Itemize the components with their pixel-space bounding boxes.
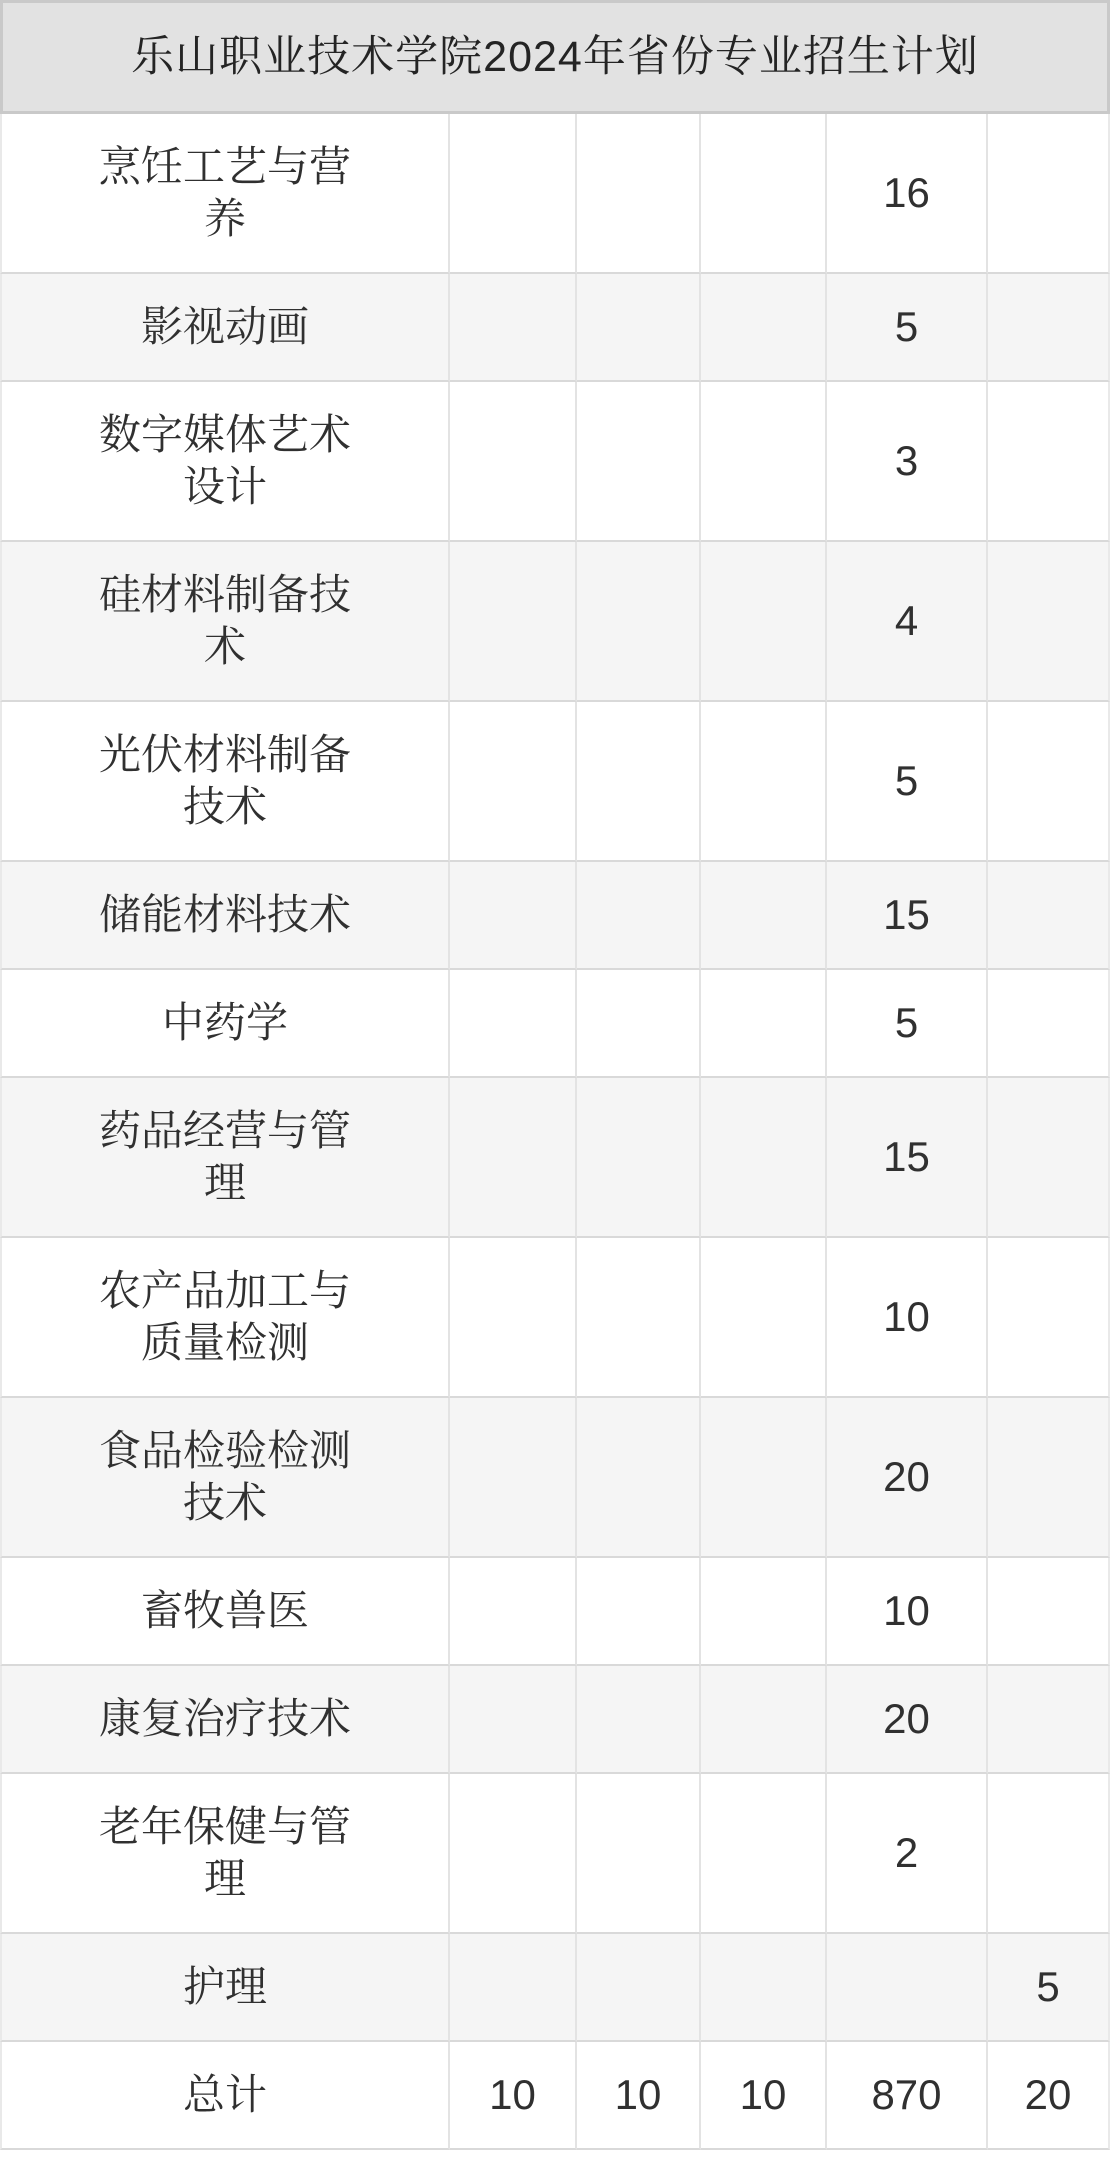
program-name-cell: 农产品加工与质量检测 (0, 1238, 450, 1398)
plan-count-cell: 870 (827, 2042, 988, 2150)
plan-count-cell: 16 (827, 114, 988, 274)
plan-count-cell (701, 382, 827, 542)
table-row (0, 1398, 1110, 1558)
plan-count-cell (701, 1398, 827, 1558)
plan-count-cell (577, 542, 701, 702)
program-name-cell: 数字媒体艺术设计 (0, 382, 450, 542)
plan-count-cell (577, 862, 701, 970)
plan-count-cell (577, 1238, 701, 1398)
program-name-cell: 护理 (0, 1934, 450, 2042)
plan-count-cell (450, 1666, 577, 1774)
plan-count-cell (988, 1398, 1110, 1558)
plan-count-cell: 2 (827, 1774, 988, 1934)
plan-count-cell (450, 1558, 577, 1666)
program-name-cell: 药品经营与管理 (0, 1078, 450, 1238)
plan-count-cell (450, 702, 577, 862)
plan-count-cell: 10 (827, 1558, 988, 1666)
table-row (0, 1774, 1110, 1934)
plan-count-cell (701, 1078, 827, 1238)
plan-count-cell (988, 1238, 1110, 1398)
plan-count-cell (577, 702, 701, 862)
table-row (0, 114, 1110, 274)
table-title: 乐山职业技术学院2024年省份专业招生计划 (0, 0, 1110, 114)
table-row (0, 542, 1110, 702)
plan-count-cell (988, 1666, 1110, 1774)
plan-count-cell (450, 382, 577, 542)
plan-count-cell (450, 542, 577, 702)
plan-count-cell (701, 1666, 827, 1774)
plan-count-cell: 5 (827, 702, 988, 862)
plan-count-cell: 20 (827, 1398, 988, 1558)
program-name-cell: 老年保健与管理 (0, 1774, 450, 1934)
program-name-cell: 畜牧兽医 (0, 1558, 450, 1666)
plan-count-cell: 15 (827, 862, 988, 970)
plan-count-cell (450, 970, 577, 1078)
plan-count-cell: 10 (450, 2042, 577, 2150)
plan-count-cell (988, 702, 1110, 862)
plan-count-cell (988, 114, 1110, 274)
program-name-cell: 储能材料技术 (0, 862, 450, 970)
plan-count-cell (577, 114, 701, 274)
program-name-cell: 烹饪工艺与营养 (0, 114, 450, 274)
plan-count-cell (577, 1558, 701, 1666)
plan-count-cell (701, 542, 827, 702)
plan-count-cell: 20 (827, 1666, 988, 1774)
table-row (0, 382, 1110, 542)
plan-count-cell (701, 114, 827, 274)
table-row (0, 274, 1110, 382)
plan-count-cell: 10 (577, 2042, 701, 2150)
plan-count-cell: 15 (827, 1078, 988, 1238)
plan-count-cell (701, 1558, 827, 1666)
program-name-cell: 康复治疗技术 (0, 1666, 450, 1774)
plan-count-cell (577, 1666, 701, 1774)
plan-count-cell (577, 1934, 701, 2042)
plan-count-cell (450, 862, 577, 970)
plan-count-cell (450, 1774, 577, 1934)
plan-count-cell (701, 1934, 827, 2042)
table-row (0, 862, 1110, 970)
plan-count-cell (450, 1078, 577, 1238)
title-row (0, 0, 1110, 114)
plan-count-cell (577, 382, 701, 542)
table-row (0, 970, 1110, 1078)
plan-count-cell (988, 862, 1110, 970)
plan-count-cell (701, 862, 827, 970)
plan-count-cell (577, 1078, 701, 1238)
program-name-cell: 中药学 (0, 970, 450, 1078)
table-header (0, 0, 1110, 114)
plan-count-cell (577, 1398, 701, 1558)
plan-count-cell (450, 1398, 577, 1558)
plan-count-cell (988, 970, 1110, 1078)
table-body (0, 114, 1110, 2150)
table-row (0, 1238, 1110, 1398)
plan-count-cell: 5 (988, 1934, 1110, 2042)
program-name-cell: 食品检验检测技术 (0, 1398, 450, 1558)
plan-count-cell (577, 274, 701, 382)
plan-count-cell (988, 1078, 1110, 1238)
plan-count-cell: 5 (827, 274, 988, 382)
plan-count-cell: 10 (701, 2042, 827, 2150)
table-row (0, 1666, 1110, 1774)
plan-count-cell: 20 (988, 2042, 1110, 2150)
plan-count-cell (701, 970, 827, 1078)
plan-count-cell: 5 (827, 970, 988, 1078)
plan-count-cell (988, 382, 1110, 542)
plan-count-cell (450, 274, 577, 382)
plan-count-cell: 3 (827, 382, 988, 542)
total-row (0, 2042, 1110, 2150)
plan-count-cell (827, 1934, 988, 2042)
plan-count-cell (988, 274, 1110, 382)
plan-count-cell: 10 (827, 1238, 988, 1398)
plan-count-cell (577, 1774, 701, 1934)
plan-count-cell (701, 274, 827, 382)
plan-count-cell: 4 (827, 542, 988, 702)
plan-count-cell (701, 1774, 827, 1934)
plan-count-cell (988, 1558, 1110, 1666)
program-name-cell: 影视动画 (0, 274, 450, 382)
table-row (0, 1934, 1110, 2042)
plan-count-cell (450, 114, 577, 274)
table-row (0, 1558, 1110, 1666)
plan-count-cell (988, 1774, 1110, 1934)
plan-count-cell (450, 1238, 577, 1398)
plan-count-cell (701, 702, 827, 862)
plan-count-cell (450, 1934, 577, 2042)
table-row (0, 1078, 1110, 1238)
total-label-cell: 总计 (0, 2042, 450, 2150)
plan-count-cell (577, 970, 701, 1078)
table-row (0, 702, 1110, 862)
plan-count-cell (988, 542, 1110, 702)
program-name-cell: 硅材料制备技术 (0, 542, 450, 702)
plan-count-cell (701, 1238, 827, 1398)
program-name-cell: 光伏材料制备技术 (0, 702, 450, 862)
